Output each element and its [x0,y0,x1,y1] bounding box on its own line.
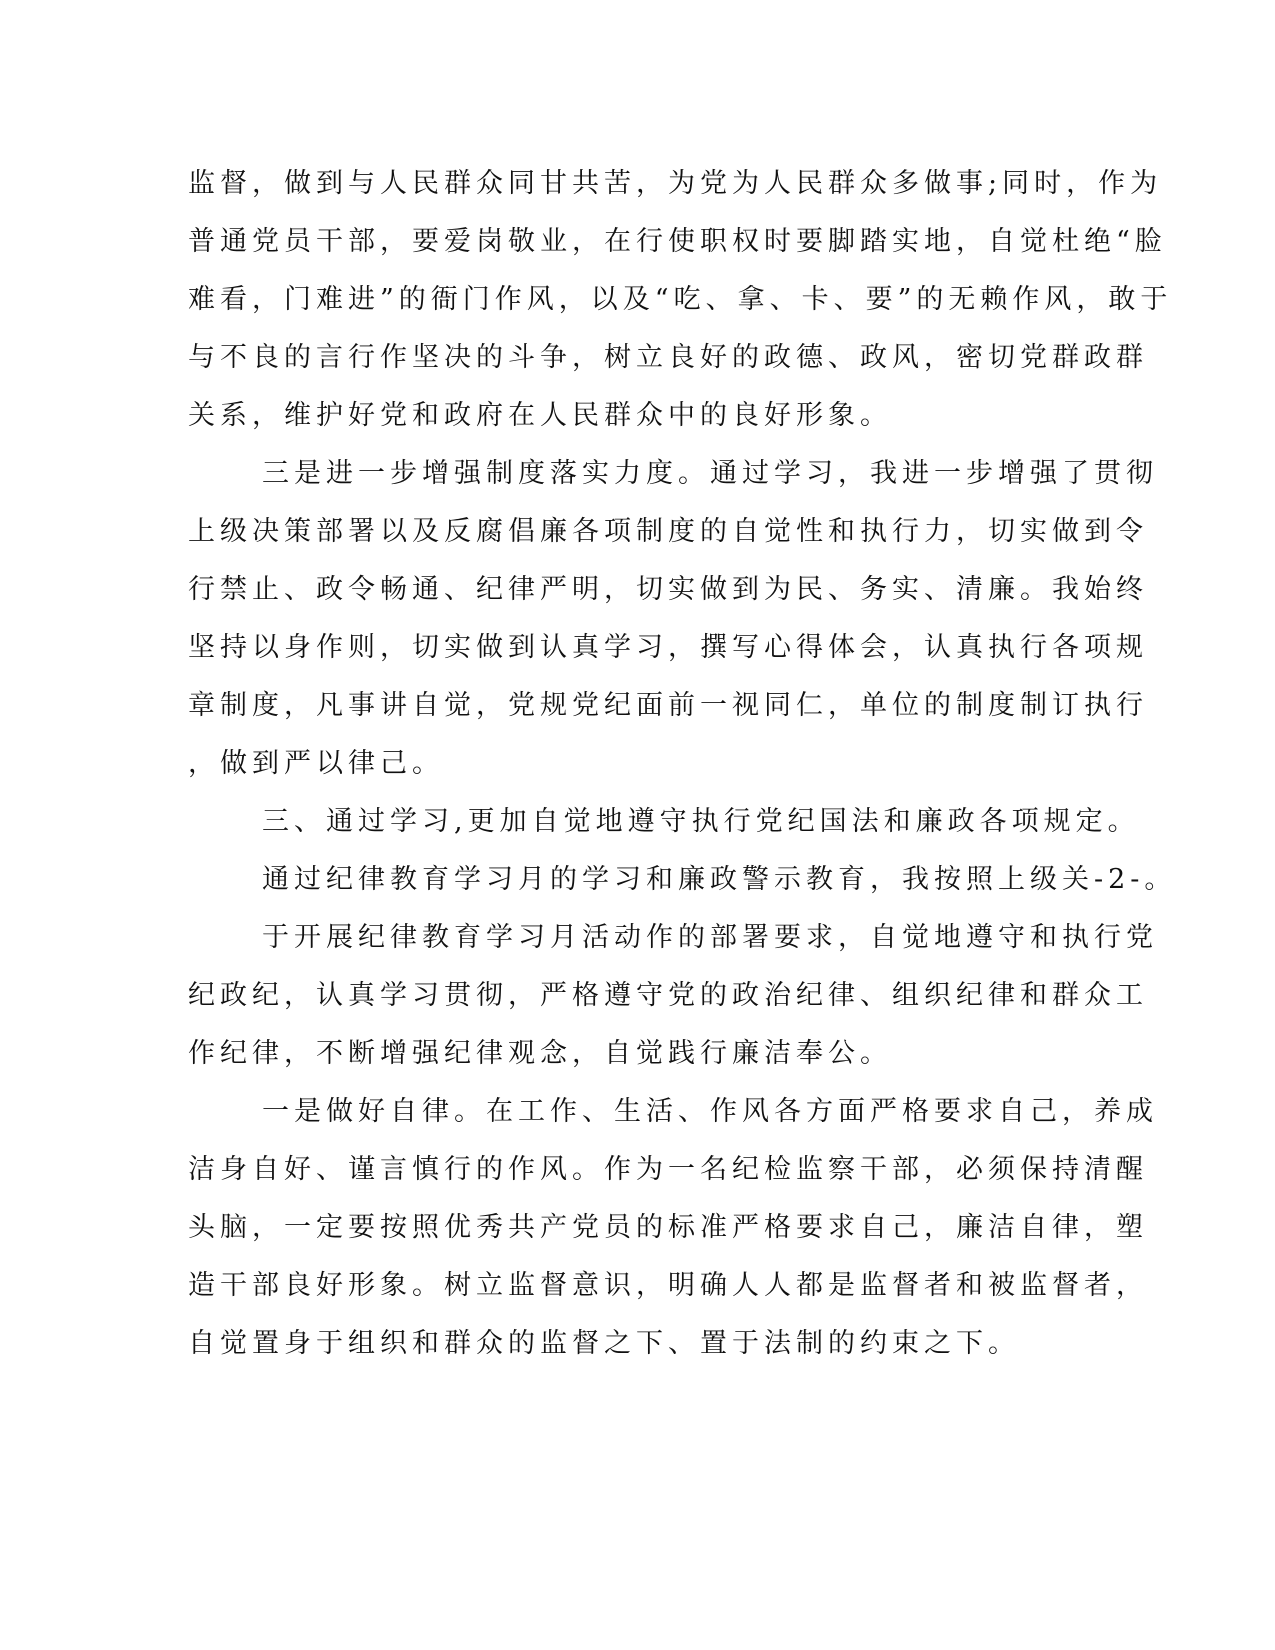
text-line: 坚持以身作则，切实做到认真学习，撰写心得体会，认真执行各项规 [188,632,1148,663]
text-line: 章制度，凡事讲自觉，党规党纪面前一视同仁，单位的制度制订执行 [188,690,1148,721]
text-line: 上级决策部署以及反腐倡廉各项制度的自觉性和执行力，切实做到令 [188,516,1148,547]
text-line: 作纪律，不断增强纪律观念，自觉践行廉洁奉公。 [188,1038,892,1069]
text-line: 一是做好自律。在工作、生活、作风各方面严格要求自己，养成 [262,1096,1158,1127]
text-line: 头脑，一定要按照优秀共产党员的标准严格要求自己，廉洁自律，塑 [188,1212,1148,1243]
text-line: 造干部良好形象。树立监督意识，明确人人都是监督者和被监督者， [188,1270,1148,1301]
text-line: 与不良的言行作坚决的斗争，树立良好的政德、政风，密切党群政群 [188,342,1148,373]
text-line: 自觉置身于组织和群众的监督之下、置于法制的约束之下。 [188,1328,1020,1359]
text-line: 监督，做到与人民群众同甘共苦，为党为人民群众多做事;同时，作为 [188,168,1163,199]
text-line: 三是进一步增强制度落实力度。通过学习，我进一步增强了贯彻 [262,458,1158,489]
text-line: 通过纪律教育学习月的学习和廉政警示教育，我按照上级关-2-。 [262,864,1177,895]
text-line: 关系，维护好党和政府在人民群众中的良好形象。 [188,400,892,431]
text-line: 行禁止、政令畅通、纪律严明，切实做到为民、务实、清廉。我始终 [188,574,1148,605]
text-line: 于开展纪律教育学习月活动作的部署要求，自觉地遵守和执行党 [262,922,1158,953]
text-line: 普通党员干部，要爱岗敬业，在行使职权时要脚踏实地，自觉杜绝“脸 [188,226,1167,257]
text-line: ，做到严以律己。 [188,748,444,779]
text-line: 难看，门难进”的衙门作风，以及“吃、拿、卡、要”的无赖作风，敢于 [188,284,1173,315]
text-line: 纪政纪，认真学习贯彻，严格遵守党的政治纪律、组织纪律和群众工 [188,980,1148,1011]
section-heading: 三、通过学习,更加自觉地遵守执行党纪国法和廉政各项规定。 [262,806,1140,837]
text-line: 洁身自好、谨言慎行的作风。作为一名纪检监察干部，必须保持清醒 [188,1154,1148,1185]
